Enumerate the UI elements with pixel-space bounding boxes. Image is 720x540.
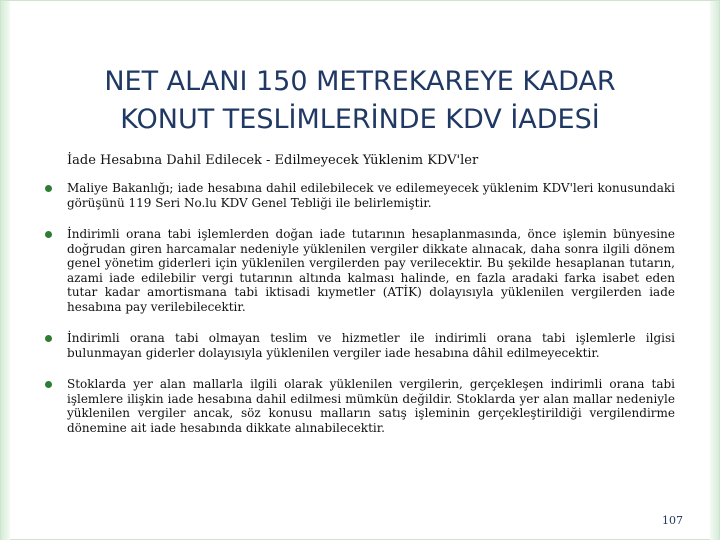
bullet-text: Stoklarda yer alan mallarla ilgili olarak yüklenilen vergilerin, gerçekleşen indirimli orana tabi işlemlere ilişkin iade hesabına dahil edilmesi mümkün değildir. Stoklarda yer alan mallar nedeniyle yüklenilen vergiler ancak, söz konusu malların satış işleminin gerçekleştirildiği vergilendirme dönemine ait iade hesabında dikkate alınabilecektir. <box>67 377 675 435</box>
bullet-dot-icon <box>45 231 52 238</box>
slide-title <box>41 63 679 139</box>
bullet-text: Maliye Bakanlığı; iade hesabına dahil edilebilecek ve edilemeyecek yüklenim KDV'leri konusundaki görüşünü 119 Seri No.lu KDV Genel Tebliği ile belirlemiştir. <box>67 181 675 210</box>
left-decorative-strip <box>1 1 10 540</box>
bullet-dot-icon <box>45 185 52 192</box>
bullet-dot-icon <box>45 335 52 342</box>
bullet-text: İndirimli orana tabi olmayan teslim ve hizmetler ile indirimli orana tabi işlemlerle ilgisi bulunmayan giderler dolayısıyla yüklenilen vergiler iade hesabına dâhil edilmeyecektir. <box>67 331 675 360</box>
title-line-1: NET ALANI 150 METREKAREYE KADAR <box>104 66 616 97</box>
bullet-item <box>45 377 675 435</box>
title-line-2: KONUT TESLİMLERİNDE KDV İADESİ <box>120 104 600 135</box>
slide-subtitle: İade Hesabına Dahil Edilecek - Edilmeyecek Yüklenim KDV'ler <box>67 153 479 168</box>
bullet-item <box>45 227 675 314</box>
bullet-text: İndirimli orana tabi işlemlerden doğan iade tutarının hesaplanmasında, önce işlemin bünyesine doğrudan giren harcamalar nedeniyle yüklenilen vergiler dikkate alınacak, daha sonra ilgili dönem genel yönetim giderleri için yüklenilen vergilerden pay verilecektir. Bu şekilde hesaplanan tutarın, azami iade edilebilir vergi tutarının altında kalması halinde, en fazla aradaki farka isabet eden tutar kadar amortismana tabi iktisadi kıymetler (ATİK) dolayısıyla yüklenilen vergilerden iade hesabına pay verilebilecektir. <box>67 227 675 314</box>
bullet-item <box>45 181 675 210</box>
bullet-dot-icon <box>45 381 52 388</box>
page-number: 107 <box>662 514 683 527</box>
bullet-item <box>45 331 675 360</box>
right-decorative-strip <box>710 1 719 540</box>
bullet-list <box>45 181 675 452</box>
